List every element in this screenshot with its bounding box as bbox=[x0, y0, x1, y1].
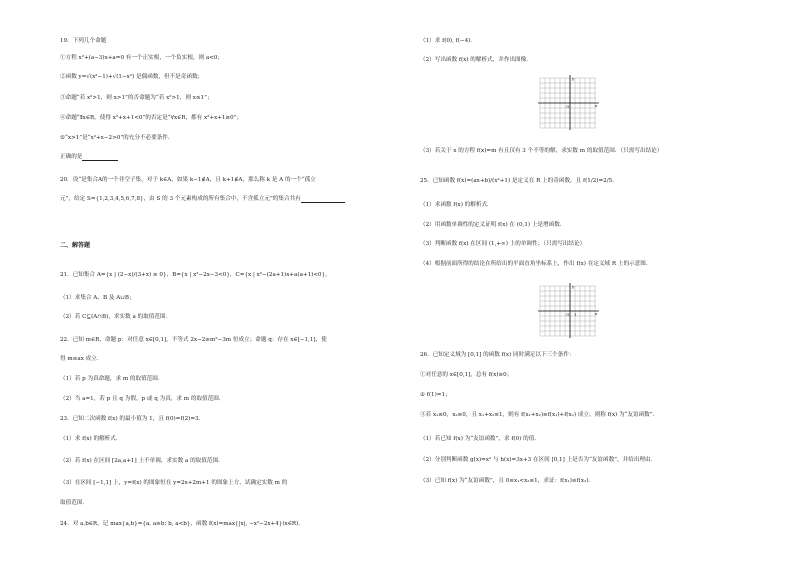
q20-text: 20．设“是集合A的一个非空子集，对于 k∈A，如果 k−1∉A，且 k+1∉A，那么称 k 是 A 的一个“孤立 bbox=[60, 177, 316, 183]
q22-text-2: 得 m≤ax 成立． bbox=[60, 356, 103, 362]
q19-answer-label: 正确的是 bbox=[60, 154, 83, 160]
axis-x-label: x bbox=[595, 311, 598, 316]
q24-part-2: （2）写出函数 f(x) 的解析式，并作出图像． bbox=[420, 57, 532, 63]
q19-title: 19．下列几个命题 bbox=[60, 38, 107, 44]
q23-text: 23．已知二次函数 f(x) 的最小值为 1，且 f(0)=f(2)=3． bbox=[60, 416, 205, 422]
q23-part-3: （3）在区间 [−1,1] 上，y=f(x) 的图象恒在 y=2x+2m+1 的图象上方，试确定实数 m 的 bbox=[60, 480, 288, 486]
q25-part-2: （2）用函数单调性的定义证明 f(x) 在 (0,1) 上是增函数． bbox=[420, 222, 566, 228]
answer-blank bbox=[301, 196, 345, 203]
coordinate-grid-figure-2 bbox=[536, 282, 600, 340]
q21-part-1: （1）求集合 A、B 及 A∪B； bbox=[60, 295, 135, 301]
q23-part-2: （2）若 f(x) 在区间 [2a,a+1] 上不单调，求实数 a 的取值范围． bbox=[60, 458, 224, 464]
q19-item-5: ⑤“x>1”是“x²+x−2>0”的充分不必要条件． bbox=[60, 135, 174, 141]
coordinate-grid-figure bbox=[536, 74, 600, 132]
q26-cond-3: ③若 x₁≥0，x₂≥0，且 x₁+x₂≤1，则有 f(x₁+x₂)≥f(x₁)+f(x₂) 成立，则称 f(x) 为“友谊函数”． bbox=[420, 412, 659, 418]
q19-item-1: ①方程 x²+(a−3)x+a=0 有一个正实根，一个负实根，则 a<0； bbox=[60, 55, 224, 61]
axis-origin-label: O bbox=[566, 312, 570, 317]
q21-text: 21．已知集合 A={x | (2−x)/(3+x) ≥ 0}，B={x | x²−2x−3<0}，C={x | x²−(2a+1)x+a(a+1)<0}， bbox=[60, 272, 331, 278]
q23-part-1: （1）求 f(x) 的解析式． bbox=[60, 436, 122, 442]
q26-cond-2: ② f(1)=1； bbox=[420, 392, 451, 398]
q19-item-4: ④命题“∃x∈R，使得 x²+x+1<0”的否定是“∀x∈R，都有 x²+x+1≥0”； bbox=[60, 115, 243, 121]
q24-text: 24．对 a,b∈R，记 max{a,b}={a, a≥b; b, a<b}，函数 f(x)=max{|x|, −x²−2x+4}(x∈R)． bbox=[60, 521, 304, 527]
q20-text-2-label: 元”，给定 S={1,2,3,4,5,6,7,8}，由 S 的 3 个元素构成的所有集合中，不含孤立元”的集合共有 bbox=[60, 196, 301, 202]
axis-origin-label: O bbox=[566, 104, 570, 109]
axis-y-label: y bbox=[572, 76, 575, 81]
axis-tick-label: 1 bbox=[574, 312, 577, 317]
axis-y-label: y bbox=[572, 284, 575, 289]
q19-item-2: ②函数 y=√(x²−1)+√(1−x²) 是偶函数，但不是奇函数； bbox=[60, 74, 204, 80]
q25-part-3: （3）判断函数 f(x) 在区间 (1,+∞) 上的单调性；（只需写出结论） bbox=[420, 241, 586, 247]
q26-text: 26．已知定义域为 [0,1] 的函数 f(x) 同时满足以下三个条件： bbox=[420, 352, 575, 358]
q24-part-3: （3）若关于 x 的方程 f(x)=m 有且仅有 3 个不等的解，求实数 m 的取值范围．（只需写出结论） bbox=[420, 148, 663, 154]
q24-part-1: （1）求 f(0), f(−4)． bbox=[420, 38, 476, 44]
axis-x-label: x bbox=[595, 103, 598, 108]
answer-blank bbox=[82, 154, 118, 161]
q20-text-2 bbox=[60, 196, 345, 203]
q21-part-2: （2）若 C⊆(A∩B)，求实数 a 的取值范围． bbox=[60, 314, 172, 320]
q25-part-4: （4）根据前面所得的结论在所给出的平面直角坐标系上，作出 f(x) 在定义域 R 上的示意图． bbox=[420, 261, 652, 267]
q25-text: 25．已知函数 f(x)=(ax+b)/(x²+1) 是定义在 R 上的奇函数，且 f(1/2)=2/5． bbox=[420, 178, 618, 184]
q23-part-3b: 取值范围． bbox=[60, 500, 88, 506]
q22-part-2: （2）当 a=1，若 p 且 q 为假，p 或 q 为真，求 m 的取值范围． bbox=[60, 396, 225, 402]
q25-part-1: （1）求函数 f(x) 的解析式． bbox=[420, 202, 493, 208]
q22-text: 22．已知 m∈R，命题 p：对任意 x∈[0,1]，不等式 2x−2≥m²−3m 恒成立；命题 q：存在 x∈[−1,1]，使 bbox=[60, 337, 327, 343]
section-heading: 二、解答题 bbox=[60, 242, 91, 249]
q26-cond-1: ①对任意的 x∈[0,1]，总有 f(x)≥0； bbox=[420, 372, 513, 378]
q19-item-3: ③命题“若 x²>1，则 x>1”的否命题为“若 x²>1，则 x≤1”； bbox=[60, 95, 213, 101]
q26-part-2: （2）分别判断函数 g(x)=x² 与 h(x)=3x+3 在区间 [0,1] 上是否为“友谊函数”，并给出理由． bbox=[420, 457, 657, 463]
q26-part-1: （1）若已知 f(x) 为“友谊函数”，求 f(0) 的值． bbox=[420, 436, 540, 442]
q26-part-3: （3）已知 f(x) 为“友谊函数”，且 0≤x₁<x₂≤1，求证：f(x₁)≤f(x₂)． bbox=[420, 478, 595, 484]
q19-answer bbox=[60, 154, 118, 161]
q22-part-1: （1）若 p 为真命题，求 m 的取值范围． bbox=[60, 376, 164, 382]
